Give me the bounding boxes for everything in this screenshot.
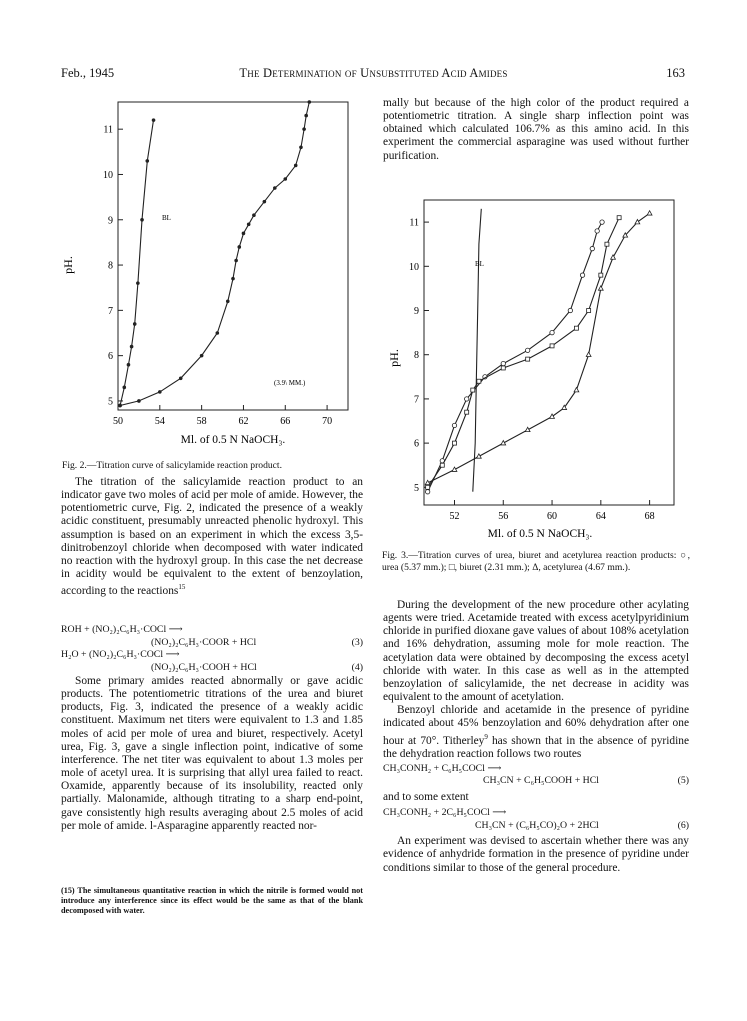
fig3-y-tick-label: 9	[414, 306, 419, 318]
footnote-ref-9: 9	[484, 732, 488, 741]
paragraph-benzoyl-text: Benzoyl chloride and acetamide in the presence of pyridine indicated about 45% benzoylation and 60% dehydration after one hour at 70°. Titherley	[383, 704, 689, 747]
footnote-ref-15: 15	[178, 583, 186, 592]
fig2-series-1-point	[302, 127, 306, 131]
fig3-series-1-point	[580, 273, 584, 277]
fig2-x-tick-label: 66	[280, 416, 291, 427]
fig2-series-0-point	[145, 159, 149, 163]
page-number: 163	[666, 66, 685, 80]
fig2-series-0-point	[130, 345, 134, 349]
fig2-series-1-point	[304, 114, 308, 118]
fig2-series-1-point	[226, 299, 230, 303]
fig2-y-tick-label: 8	[108, 260, 113, 272]
fig3-series-2-point	[426, 485, 430, 489]
fig3-series-3-point	[586, 352, 591, 356]
fig3-y-axis-label: pH.	[387, 349, 401, 367]
left-column	[61, 476, 363, 598]
fig3-series-2-point	[574, 326, 578, 330]
fig3-x-tick-label: 64	[595, 511, 606, 522]
fig2-series-1-point	[247, 222, 251, 226]
fig2-series-1-point	[263, 200, 267, 204]
fig3-series-2-point	[501, 366, 505, 370]
fig2-y-tick-label: 9	[108, 215, 113, 227]
and-to-some-extent: and to some extent	[383, 790, 469, 803]
equation-3-products: (NO₂)₂C₆H₃·COOR + HCl	[151, 636, 257, 648]
fig2-series-1-point	[283, 177, 287, 181]
fig3-series-2-point	[599, 273, 603, 277]
figure-3-chart	[382, 193, 692, 548]
fig2-series-0-point	[127, 363, 131, 367]
fig3-series-3-point	[550, 414, 555, 418]
fig2-series-1-point	[158, 390, 162, 394]
fig2-series-1-point	[216, 331, 220, 335]
left-column-lower	[61, 675, 363, 833]
fig2-series-1-point	[242, 232, 246, 236]
fig2-x-axis-label: Ml. of 0.5 N NaOCH₃.	[180, 434, 286, 446]
fig3-series-1-point	[464, 397, 468, 401]
fig3-series-1-point	[501, 361, 505, 365]
equation-5-products: CH₃CN + C₆H₅COOH + HCl	[483, 775, 600, 787]
fig3-y-tick-label: 8	[414, 350, 419, 362]
fig2-series-1-point	[137, 399, 141, 403]
fig2-series-1-point	[252, 213, 256, 217]
fig3-series-0-line	[473, 209, 482, 492]
fig3-series-2-point	[440, 463, 444, 467]
fig2-series-1-point	[273, 186, 277, 190]
fig3-series-2-point	[452, 441, 456, 445]
fig3-series-1-point	[452, 423, 456, 427]
fig3-series-3-point	[574, 387, 579, 391]
fig3-plot-frame	[424, 200, 674, 505]
figure-3-caption: Fig. 3.—Titration curves of urea, biuret and acetylurea reaction products: ○, urea (5.37 mm.); □, biuret (2.31 mm.); Δ, acetylurea (4.67 mm.).	[382, 550, 690, 573]
paragraph-benzoyl-tail: has shown that in the absence of pyridine the dehydration reaction follows two routes	[383, 734, 689, 760]
figure-2-chart	[60, 90, 365, 465]
fig3-series-2-point	[617, 216, 621, 220]
paragraph-benzoyl-chloride	[383, 704, 689, 760]
fig2-series-1-point	[294, 164, 298, 168]
fig2-series-0-point	[136, 281, 140, 285]
equation-4-number: (4)	[351, 661, 363, 673]
right-column-lower	[383, 599, 689, 875]
fig2-x-tick-label: 70	[322, 416, 333, 427]
fig2-series-1-point	[234, 259, 238, 263]
fig2-y-tick-label: 6	[108, 351, 113, 363]
fig3-series-3-point	[598, 286, 603, 290]
fig3-y-tick-label: 10	[409, 261, 419, 273]
fig3-x-axis-label: Ml. of 0.5 N NaOCH₃.	[487, 528, 593, 540]
equation-5-number: (5)	[677, 775, 689, 787]
fig3-curve-label: BL	[475, 260, 484, 268]
fig3-y-tick-label: 6	[414, 438, 419, 450]
fig3-series-2-point	[471, 388, 475, 392]
fig3-series-1-point	[590, 246, 594, 250]
fig3-series-2-point	[550, 344, 554, 348]
fig3-series-1-point	[550, 330, 554, 334]
equation-4-line1: H₂O + (NO₂)₂C₆H₃·COCl ⟶	[61, 649, 180, 661]
fig3-y-tick-label: 5	[414, 482, 419, 494]
fig2-curve-label: BL	[162, 214, 171, 222]
fig2-y-tick-label: 10	[103, 169, 113, 181]
fig2-series-0-point	[133, 322, 137, 326]
figure-2-caption: Fig. 2.—Titration curve of salicylamide reaction product.	[62, 460, 282, 471]
fig3-y-tick-label: 7	[414, 394, 419, 406]
fig3-series-3-line	[428, 213, 650, 483]
fig2-series-1-point	[231, 277, 235, 281]
fig2-x-tick-label: 58	[196, 416, 207, 427]
paragraph-anhydride-experiment: An experiment was devised to ascertain whether there was any evidence of anhydride formation in the presence of pyridine under conditions similar to those of the general procedure.	[383, 835, 689, 874]
equation-3-number: (3)	[351, 636, 363, 648]
equation-3-line1: ROH + (NO₂)₂C₆H₃·COCl ⟶	[61, 624, 183, 635]
equation-6-line2	[383, 820, 689, 833]
fig3-x-tick-label: 52	[449, 511, 460, 522]
fig2-series-1-point	[200, 354, 204, 358]
equation-5-line1: CH₃CONH₂ + C₆H₅COCl ⟶	[383, 762, 502, 774]
fig2-annotation: (3.9\ MM.)	[274, 379, 306, 387]
fig2-y-tick-label: 7	[108, 305, 113, 317]
fig3-series-1-point	[600, 220, 604, 224]
fig2-x-tick-label: 54	[154, 416, 165, 427]
fig3-series-3-point	[647, 211, 652, 215]
equation-4-line2	[61, 662, 363, 675]
equation-5	[383, 763, 689, 788]
fig3-series-2-point	[465, 410, 469, 414]
fig3-series-1-point	[595, 229, 599, 233]
equation-6	[383, 807, 689, 832]
fig3-x-tick-label: 60	[547, 511, 558, 522]
fig2-y-axis-label: pH.	[61, 256, 75, 274]
running-head-date: Feb., 1945	[61, 66, 115, 80]
fig2-series-1-point	[237, 245, 241, 249]
paragraph-asparagine-continued: mally but because of the high color of the product required a potentiometric titration. A single sharp inflection point was obtained which calculated 106.7% as this amino acid. In this experiment the commercial asparagine was used without further purification.	[383, 97, 689, 162]
equation-5-line2	[383, 775, 689, 788]
equations-3-4	[61, 624, 363, 674]
fig2-y-tick-label: 5	[108, 396, 113, 408]
fig2-y-tick-label: 11	[103, 124, 113, 136]
equation-3-line2	[61, 637, 363, 650]
equation-6-line1: CH₃CONH₂ + 2C₆H₅COCl ⟶	[383, 807, 507, 819]
fig2-series-1-point	[179, 376, 183, 380]
fig2-series-1-point	[299, 145, 303, 149]
paragraph-acylating-agents: During the development of the new procedure other acylating agents were tried. Acetamide treated with excess acetylpyridinium chloride in purified dioxane gave values of about 108% acetylation and 16% dehydration, assuming mole for mole reaction. The acetylation data were obtained by decomposing the excess acetyl chloride with water. In this case as well as in the attempted benzoylation of salicylamide, the net decrease in acidity was equivalent to the amount of acetylation.	[383, 599, 689, 704]
fig2-series-0-point	[140, 218, 144, 222]
fig3-series-2-point	[587, 309, 591, 313]
fig3-series-3-point	[635, 220, 640, 224]
equation-6-products: CH₃CN + (C₆H₅CO)₂O + 2HCl	[475, 819, 599, 831]
running-head-title: The Determination of Unsubstituted Acid Amides	[239, 66, 508, 80]
fig2-plot-frame	[118, 102, 348, 410]
equation-4-products: (NO₂)₂C₆H₃·COOH + HCl	[151, 661, 257, 673]
fig3-x-tick-label: 56	[498, 511, 509, 522]
paragraph-primary-amides: Some primary amides reacted abnormally or gave acidic products. The potentiometric titrations of the urea and biuret products, Fig. 3, indicated the presence of a weakly acidic constituent. Maximum net titers were equivalent to 1.3 and 1.85 moles of acid per mole of urea and biuret, respectively. Acetyl urea, Fig. 3, gave a single inflection point, indicative of some interference. The net titer was equivalent to about 1.3 moles per mole of acetyl urea. It is surprising that allyl urea failed to react. Oxamide, apparently because of its insolubility, reacted only partially. Malonamide, although titrating to a sharp end-point, gave consistently high results averaging about 2.5 moles of acid per mole of amide. l-Asparagine apparently reacted nor-	[61, 675, 363, 832]
fig3-y-tick-label: 11	[409, 217, 419, 229]
fig3-series-2-point	[477, 379, 481, 383]
fig2-x-tick-label: 62	[238, 416, 249, 427]
fig2-x-tick-label: 50	[113, 416, 123, 427]
equation-6-number: (6)	[677, 819, 689, 831]
fig2-series-0-point	[122, 386, 126, 390]
fig3-series-2-point	[526, 357, 530, 361]
footnote-15: (15) The simultaneous quantitative reaction in which the nitrile is formed would not introduce any interference since its effect would be the same as that of the blank decomposed with water.	[61, 886, 363, 915]
fig2-series-1-point	[118, 404, 122, 408]
paragraph-salicylamide	[61, 476, 363, 598]
fig3-series-1-point	[568, 308, 572, 312]
fig2-series-0-line	[120, 120, 153, 405]
fig3-series-1-line	[428, 222, 602, 492]
fig2-series-0-point	[152, 118, 156, 122]
right-column-top	[383, 97, 689, 163]
fig3-series-1-point	[425, 490, 429, 494]
fig2-series-1-line	[120, 102, 309, 406]
paragraph-salicylamide-text: The titration of the salicylamide reaction product to an indicator gave two moles of acid per mole of amide. However, the potentiometric curve, Fig. 2, indicated the presence of a weakly acidic constituent, presumably unreacted phenolic hydroxyl. This assumption is based on an experiment in which the excess 3,5-dinitrobenzoyl chloride when decomposed with water indicated no reaction with the hydroxyl group. In this case the net decrease in acidity would be equivalent to the extent of benzoylation, according to the reactions	[61, 476, 363, 598]
fig3-series-2-point	[605, 242, 609, 246]
fig3-series-1-point	[525, 348, 529, 352]
fig2-series-1-point	[308, 100, 312, 104]
fig3-x-tick-label: 68	[644, 511, 655, 522]
